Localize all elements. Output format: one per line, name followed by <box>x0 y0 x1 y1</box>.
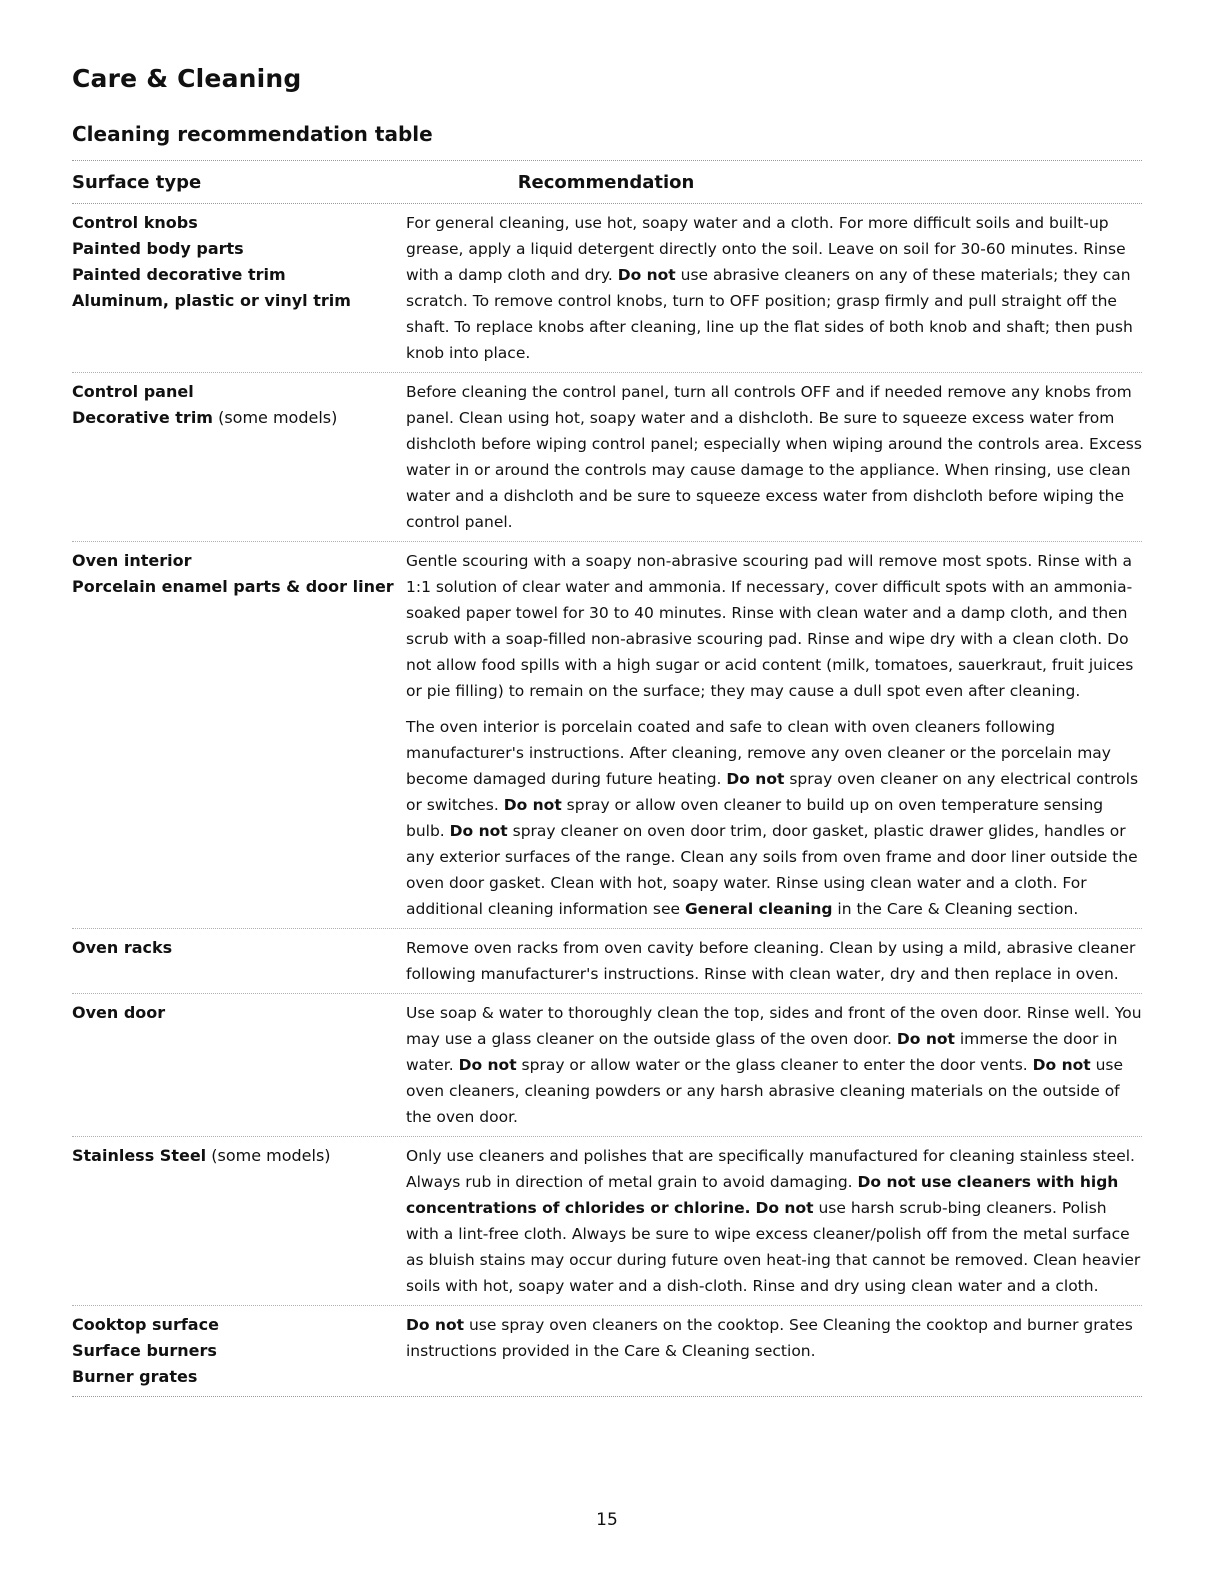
surface-name <box>72 379 406 405</box>
recommendation-text: spray cleaner on oven door trim, door gasket, plastic drawer glides, handles or any exterior surfaces of the range. Clean any soils from oven frame and door liner outside the oven door gasket. Clean with hot, soapy water. Rinse using clean water and a cloth. For additional cleaning information see <box>406 822 1138 918</box>
surface-label: Oven door <box>72 1003 166 1022</box>
recommendation-text: For general cleaning, use hot, soapy water and a cloth. For more difficult soils and built-up grease, apply a liquid detergent directly onto the soil. Leave on soil for 30-60 minutes. Rinse with a damp cloth and dry. <box>406 214 1126 284</box>
table-row <box>72 542 1142 929</box>
recommendation-paragraph <box>406 548 1142 704</box>
header-recommendation: Recommendation <box>517 171 695 193</box>
surface-name <box>72 1143 406 1169</box>
surface-label: Oven racks <box>72 938 173 957</box>
recommendation-text: use oven cleaners, cleaning powders or any harsh abrasive cleaning materials on the outside of the oven door. <box>406 1056 1124 1126</box>
surface-label: Cooktop surface <box>72 1315 219 1334</box>
surface-name <box>72 1364 406 1390</box>
recommendation-paragraph <box>406 714 1142 922</box>
recommendation-text: Before cleaning the control panel, turn all controls OFF and if needed remove any knobs from panel. Clean using hot, soapy water and a dishcloth. Be sure to squeeze excess water from dishcloth before wiping control panel; especially when wiping around the controls area. Excess water in or around the controls may cause damage to the appliance. When rinsing, use clean water and a dishcloth and be sure to squeeze excess water from dishcloth before wiping the control panel. <box>406 383 1142 531</box>
recommendation-text: Remove oven racks from oven cavity before cleaning. Clean by using a mild, abrasive cleaner following manufacturer's instructions. Rinse with clean water, dry and then replace in oven. <box>406 939 1136 983</box>
surface-name <box>72 405 406 431</box>
recommendation-text: use harsh scrub-bing cleaners. Polish with a lint-free cloth. Always be sure to wipe excess cleaner/polish off from the metal surface as bluish stains may occur during future oven heat-ing that cannot be removed. Clean heavier soils with hot, soapy water and a dish-cloth. Rinse and dry using clean water and a cloth. <box>406 1199 1141 1295</box>
surface-name <box>72 262 406 288</box>
recommendation-cell <box>406 210 1142 366</box>
table-row <box>72 204 1142 373</box>
surface-label: Control knobs <box>72 213 198 232</box>
surface-name <box>72 1312 406 1338</box>
table-row <box>72 994 1142 1137</box>
surface-label: Painted body parts <box>72 239 244 258</box>
recommendation-paragraph <box>406 379 1142 535</box>
surface-type-cell <box>72 1000 406 1130</box>
recommendation-text: in the Care & Cleaning section. <box>832 900 1079 918</box>
table-row <box>72 1306 1142 1397</box>
surface-note: (some models) <box>212 408 338 427</box>
surface-label: Burner grates <box>72 1367 198 1386</box>
emphasis-text: General cleaning <box>684 900 833 918</box>
surface-name <box>72 210 406 236</box>
recommendation-paragraph <box>406 1000 1142 1130</box>
recommendation-text: immerse the door in water. <box>406 1030 1118 1074</box>
recommendation-cell <box>406 1000 1142 1130</box>
surface-name <box>72 288 406 314</box>
surface-type-cell <box>72 548 406 922</box>
surface-label: Control panel <box>72 382 194 401</box>
emphasis-text: Do not <box>726 770 785 788</box>
emphasis-text: Do not <box>406 1316 465 1334</box>
surface-label: Oven interior <box>72 551 192 570</box>
recommendation-text: Gentle scouring with a soapy non-abrasive scouring pad will remove most spots. Rinse with a 1:1 solution of clear water and ammonia. If necessary, cover difficult spots with an ammonia-soaked paper towel for 30 to 40 minutes. Rinse with clean water and a damp cloth, and then scrub with a soap-filled non-abrasive scouring pad. Rinse and wipe dry with a clean cloth. Do not allow food spills with a high sugar or acid content (milk, tomatoes, sauerkraut, fruit juices or pie filling) to remain on the surface; they may cause a dull spot even after cleaning. <box>406 552 1134 700</box>
table-body <box>72 204 1142 1397</box>
recommendation-cell <box>406 548 1142 922</box>
emphasis-text: Do not <box>755 1199 814 1217</box>
surface-type-cell <box>72 210 406 366</box>
table-header <box>72 161 1142 204</box>
cleaning-table <box>72 160 1142 1397</box>
recommendation-paragraph <box>406 1143 1142 1299</box>
emphasis-text: Do not use cleaners with high concentrations of chlorides or chlorine. <box>406 1173 1119 1217</box>
emphasis-text: Do not <box>449 822 508 840</box>
surface-type-cell <box>72 1143 406 1299</box>
surface-type-cell <box>72 379 406 535</box>
surface-note: (some models) <box>206 1146 331 1165</box>
header-surface-type: Surface type <box>72 171 202 193</box>
surface-label: Stainless Steel <box>72 1146 207 1165</box>
recommendation-text: use spray oven cleaners on the cooktop. See Cleaning the cooktop and burner grates instructions provided in the Care & Cleaning section. <box>406 1316 1133 1360</box>
section-subtitle: Cleaning recommendation table <box>72 122 433 146</box>
emphasis-text: Do not <box>1032 1056 1091 1074</box>
recommendation-text: spray oven cleaner on any electrical controls or switches. <box>406 770 1139 814</box>
emphasis-text: Do not <box>896 1030 955 1048</box>
recommendation-cell <box>406 1312 1142 1390</box>
recommendation-text: use abrasive cleaners on any of these materials; they can scratch. To remove control knobs, turn to OFF position; grasp firmly and pull straight off the shaft. To replace knobs after cleaning, line up the flat sides of both knob and shaft; then push knob into place. <box>406 266 1133 362</box>
recommendation-cell <box>406 935 1142 987</box>
surface-name <box>72 935 406 961</box>
surface-name <box>72 548 406 574</box>
recommendation-paragraph <box>406 210 1142 366</box>
surface-type-cell <box>72 935 406 987</box>
surface-label: Porcelain enamel parts & door liner <box>72 577 394 596</box>
surface-name <box>72 236 406 262</box>
page-title: Care & Cleaning <box>72 64 302 93</box>
emphasis-text: Do not <box>503 796 562 814</box>
surface-name <box>72 1000 406 1026</box>
surface-name <box>72 574 406 600</box>
recommendation-paragraph <box>406 935 1142 987</box>
recommendation-text: The oven interior is porcelain coated and safe to clean with oven cleaners following manufacturer's instructions. After cleaning, remove any oven cleaner or the porcelain may become damaged during future heating. <box>406 718 1111 788</box>
recommendation-text: Only use cleaners and polishes that are specifically manufactured for cleaning stainless steel. Always rub in direction of metal grain to avoid damaging. <box>406 1147 1135 1191</box>
table-row <box>72 929 1142 994</box>
emphasis-text: Do not <box>458 1056 517 1074</box>
recommendation-cell <box>406 1143 1142 1299</box>
recommendation-paragraph <box>406 1312 1142 1364</box>
table-row <box>72 373 1142 542</box>
recommendation-text: spray or allow oven cleaner to build up on oven temperature sensing bulb. <box>406 796 1104 840</box>
surface-name <box>72 1338 406 1364</box>
page-number: 15 <box>596 1510 618 1530</box>
recommendation-cell <box>406 379 1142 535</box>
surface-label: Painted decorative trim <box>72 265 286 284</box>
surface-label: Aluminum, plastic or vinyl trim <box>72 291 351 310</box>
recommendation-text: Use soap & water to thoroughly clean the top, sides and front of the oven door. Rinse well. You may use a glass cleaner on the outside glass of the oven door. <box>406 1004 1142 1048</box>
surface-type-cell <box>72 1312 406 1390</box>
surface-label: Decorative trim <box>72 408 213 427</box>
emphasis-text: Do not <box>617 266 676 284</box>
surface-label: Surface burners <box>72 1341 217 1360</box>
recommendation-text: spray or allow water or the glass cleaner to enter the door vents. <box>516 1056 1033 1074</box>
table-row <box>72 1137 1142 1306</box>
